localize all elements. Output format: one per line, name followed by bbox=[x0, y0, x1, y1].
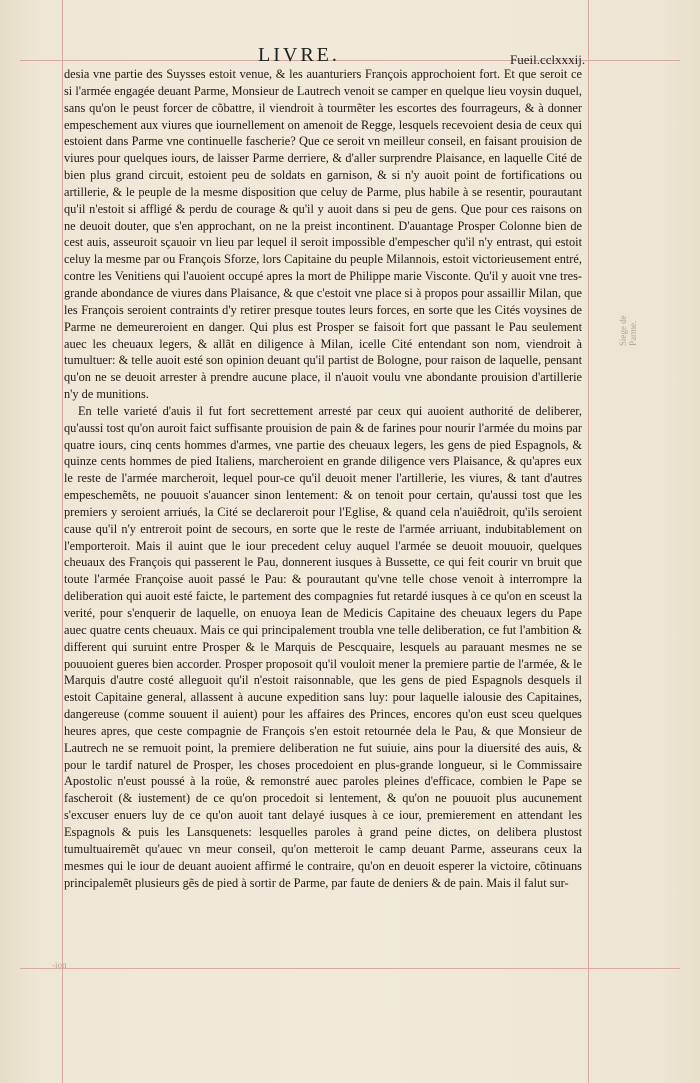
running-head: LIVRE. bbox=[258, 44, 340, 66]
ruled-margin-line bbox=[588, 0, 589, 1083]
ruled-margin-line bbox=[62, 0, 63, 1083]
paragraph: desia vne partie des Suysses estoit venue, & les auanturiers François approchoient fort. Et que seroit ce si l'armée engagée deuant Parme, Monsieur de Lautrech venoit se camper en quelque lieu voysin duquel, sans qu'on le peust forcer de cõbattre, il viendroit à tourmẽter les escortes des fourrageurs, & à donner empeschement aux viures que iournellement on amenoit de Regge, lesquels recevoient desia de ceux qui estoient dans Parme vne continuelle fascherie? Que ce seroit vn meilleur conseil, en faisant prouision de viures pour quelques iours, de laisser Parme derriere, & d'aller surprendre Plaisance, en laquelle Cité de bien plus grand circuit, estoient peu de soldats en garnison, & si n'y auoit point de fortifications ou artillerie, & le peuple de la mesme disposition que celuy de Parme, plus habile à se resentir, pourautant qu'il n'estoit si affligé & perdu de courage & qu'il y auoit dans si peu de gens. Que pour ces raisons on ne deuoit douter, que s'en approchant, on ne la preist incontinent. D'auantage Prosper Colonne bien de cest auis, asseuroit sçauoir vn lieu par lequel il seroit impossible d'empescher qu'il n'y entrast, qui estoit celuy la mesme par ou François Sforze, lors Capitaine du peuple Milannois, estoit victorieusement entré, contre les Venitiens qui l'auoient occupé apres la mort de Philippe marie Visconte. Qu'il y auoit vne tres-grande abondance de viures dans Plaisance, & que c'estoit vne place si à propos pour assaillir Milan, que les François seroient contraints d'y retirer presque toutes leurs forces, en sorte que les Cités voysines de Parme ne demeureroient en danger. Qui plus est Prosper se faisoit fort que passant le Pau seulement auec les cheuaux legers, & allãt en diligence à Milan, icelle Cité entendant son nom, viendroit à tumultuer: & telle auoit esté son opinion deuant qu'il partist de Bologne, pour raison de laquelle, pensant qu'on ne se deuoit arrester à prendre aucune place, il n'auoit voulu vne abondante prouision d'artillerie n'y de munitions. bbox=[64, 67, 582, 402]
body-text bbox=[64, 66, 582, 970]
paragraph: En telle varieté d'auis il fut fort secrettement arresté par ceux qui auoient authorité de deliberer, qu'aussi tost qu'on auroit faict suffisante prouision de pain & de farines pour nourir l'armée du moins par quatre iours, cinq cents hommes d'armes, vne partie des cheuaux legers, les gens de pied Espagnols, & quinze cents hommes de pied Italiens, marcheroient en grande diligence vers Plaisance, & qu'apres eux le reste de l'armée marcheroit, lequel pour-ce qu'il deuoit mener l'artillerie, les viures, & tant d'autres empeschemẽts, ne pouuoit s'auancer sinon lentement: & on tenoit pour certain, qu'aussi tost que les premiers y seroient arriués, la Cité se declareroit pour l'Eglise, & quand cela n'auiẽdroit, qu'ils seroient cause qu'il n'y entreroit point de secours, en sorte que le reste de l'armée arriuant, indubitablement on l'emporteroit. Mais il auint que le iour precedent celuy auquel l'armée se deuoit mouuoir, quelques cheuaux des François qui passerent le Pau, donnerent iusques à Bussette, ce qui feit courir vn bruit que toute l'armée Françoise auoit passé le Pau: & pourautant qu'vne telle chose venoit à interrompre la deliberation qui auoit esté faicte, le partement des compagnies fut retardé iusques à ce qu'on en sceust la verité, pour s'enquerir de laquelle, on enuoya Iean de Medicis Capitaine des cheuaux legers du Pape auec quatre cents cheuaux. Mais ce qui principalement troubla vne telle deliberation, ce fut l'ambition & different qui suruint entre Prosper & le Marquis de Pescquaire, lesquels au parauant mesmes ne se pouuoient gueres bien accorder. Prosper proposoit qu'il vouloit mener la premiere partie de l'armée, & le Marquis d'autre costé alleguoit qu'il n'estoit raisonnable, que les gens de pied Espagnols desquels il estoit Capitaine general, allassent à aucune expedition sans luy: pour laquelle ialousie des Capitaines, dangereuse (comme souuent il auient) pour les affaires des Princes, encores qu'on eust sceu quelques heures apres, que ceste compagnie de François s'en estoit retournée dela le Pau, & que Monsieur de Lautrech ne se remuoit point, la premiere deliberation ne fut suiuie, ains pour la diuersité des auis, & pour le tardif naturel de Prosper, les choses procedoient en plus-grande longueur, si le Commissaire Apostolic n'eust poussé à la roüe, & remonstré auec paroles pleines d'efficace, combien le Pape se fascheroit (& iustement) de ce qu'on procedoit si lentement, & qu'on ne pouuoit plus aucunement s'excuser enuers luy de ce qu'on auoit tant delayé iusques à ce iour, premierement en attendant les Espagnols & puis les Lansquenets: lesquelles paroles à grand peine dictes, on delibera plustost tumultuairemẽt qu'auec vn meur conseil, qu'on metteroit le camp deuant Parme, asseurans ceux la mesmes qui le iour de deuant auoient affirmé le contraire, qu'on en deuoit esperer la victoire, cõtinuans principalemẽt plusieurs gẽs de pied à sortir de Parme, par faute de deniers & de pain. Mais il falut sur- bbox=[64, 403, 582, 890]
stray-mark: -ion bbox=[52, 960, 67, 970]
marginal-note: Siege de Parme. bbox=[618, 315, 638, 346]
folio-number: Fueil.cclxxxij. bbox=[510, 52, 586, 67]
